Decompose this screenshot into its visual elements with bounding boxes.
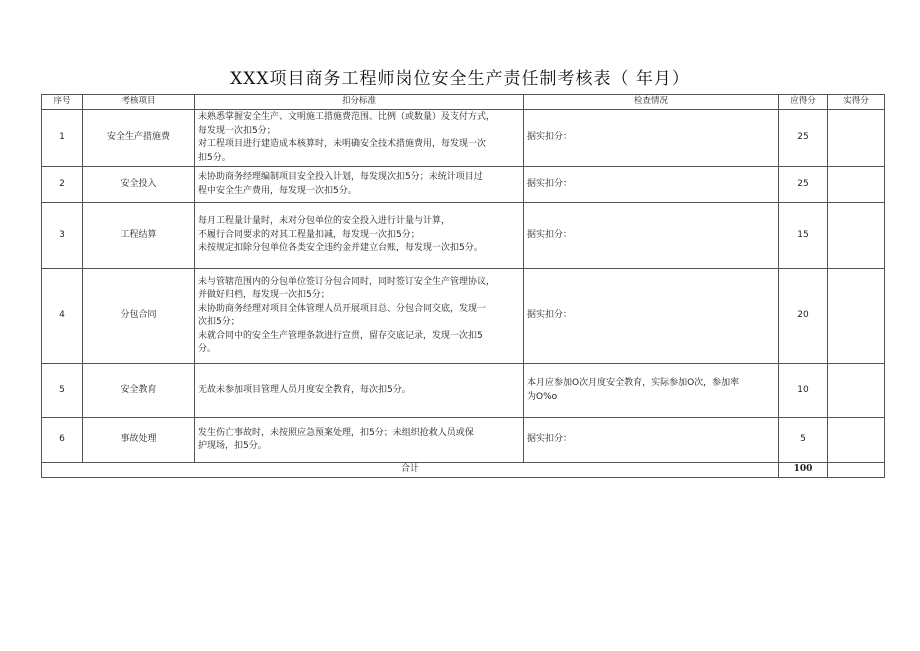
assessment-item: 安全教育 (83, 364, 195, 418)
deduction-standard (195, 203, 524, 269)
deduction-standard (195, 364, 524, 418)
full-score: 20 (779, 269, 828, 364)
actual-score-cell[interactable] (828, 269, 885, 364)
standard-line: 并做好归档，每发现一次扣5分； (198, 290, 330, 300)
standard-line: 未熟悉掌握安全生产、文明施工措施费范围、比例（或数量）及支付方式， (198, 112, 496, 122)
full-score: 5 (779, 418, 828, 463)
actual-score-cell[interactable] (828, 364, 885, 418)
standard-line: 程中安全生产费用，每发现一次扣5分。 (198, 185, 357, 196)
standard-line: 未协助商务经理对项目全体管理人员开展项目总、分包合同交底，发现一 (198, 303, 487, 314)
header-standard: 扣分标准 (195, 95, 524, 110)
header-no: 序号 (42, 95, 83, 110)
deduction-standard (195, 269, 524, 364)
check-line: 据实扣分： (527, 229, 573, 240)
header-check: 检查情况 (524, 95, 779, 110)
document-title: XXX项目商务工程师岗位安全生产责任制考核表（ 年月） (230, 69, 690, 89)
assessment-item: 事故处理 (83, 418, 195, 463)
row-number: 3 (42, 203, 83, 269)
check-line: 本月应参加O次月度安全教育，实际参加O次，参加率 (527, 378, 740, 388)
row-number: 6 (42, 418, 83, 463)
standard-line: 无故未参加项目管理人员月度安全教育，每次扣5分。 (198, 384, 411, 395)
row-number: 1 (42, 110, 83, 167)
table-row (42, 269, 885, 364)
table-row (42, 364, 885, 418)
row-number: 4 (42, 269, 83, 364)
table-row (42, 203, 885, 269)
row-number: 5 (42, 364, 83, 418)
check-status (524, 110, 779, 167)
full-score: 15 (779, 203, 828, 269)
standard-line: 发生伤亡事故时，未按照应急预案处理，扣5分；未组织抢救人员或保 (198, 427, 474, 438)
standard-line: 未与管辖范围内的分包单位签订分包合同时，同时签订安全生产管理协议， (198, 276, 496, 287)
standard-line: 次扣5分； (198, 317, 240, 327)
assessment-item: 安全生产措施费 (83, 110, 195, 167)
check-line: 据实扣分： (527, 434, 573, 445)
standard-line: 扣5分。 (198, 152, 231, 163)
table-row (42, 418, 885, 463)
header-full-score: 应得分 (779, 95, 828, 110)
table-row (42, 110, 885, 167)
standard-line: 未按规定扣除分包单位各类安全违约金并建立台账，每发现一次扣5分。 (198, 243, 483, 254)
deduction-standard (195, 418, 524, 463)
standard-line: 对工程项目进行建造成本核算时，未明确安全技术措施费用，每发现一次 (198, 139, 487, 149)
assessment-item: 工程结算 (83, 203, 195, 269)
standard-line: 未就合同中的安全生产管理条款进行宣贯，留存交底记录，发现一次扣5 (198, 330, 483, 341)
standard-line: 每月工程量计量时，未对分包单位的安全投入进行计量与计算， (198, 216, 451, 227)
standard-line: 不履行合同要求的对其工程量扣减，每发现一次扣5分； (198, 229, 420, 240)
header-item: 考核项目 (83, 95, 195, 110)
table-row (42, 167, 885, 203)
row-number: 2 (42, 167, 83, 203)
check-status (524, 269, 779, 364)
check-line: 据实扣分： (527, 310, 573, 321)
actual-score-cell[interactable] (828, 110, 885, 167)
assessment-item: 分包合同 (83, 269, 195, 364)
total-row (42, 463, 885, 478)
check-status (524, 418, 779, 463)
check-status (524, 167, 779, 203)
check-line: 据实扣分： (527, 132, 573, 143)
check-line: 据实扣分： (527, 178, 573, 189)
check-line: 为O%o (527, 391, 558, 402)
full-score: 25 (779, 110, 828, 167)
header-actual-score: 实得分 (828, 95, 885, 110)
assessment-table (41, 94, 885, 478)
standard-line: 护现场，扣5分。 (198, 441, 267, 451)
deduction-standard (195, 167, 524, 203)
total-label: 合计 (42, 463, 779, 478)
standard-line: 分。 (198, 344, 217, 354)
total-value: 100 (779, 463, 828, 478)
deduction-standard (195, 110, 524, 167)
full-score: 10 (779, 364, 828, 418)
actual-score-cell[interactable] (828, 203, 885, 269)
check-status (524, 203, 779, 269)
check-status (524, 364, 779, 418)
table-header-row (42, 95, 885, 110)
actual-score-cell[interactable] (828, 418, 885, 463)
actual-score-cell[interactable] (828, 167, 885, 203)
standard-line: 每发现一次扣5分； (198, 125, 276, 136)
total-actual-cell[interactable] (828, 463, 885, 478)
assessment-item: 安全投入 (83, 167, 195, 203)
standard-line: 未协助商务经理编制项目安全投入计划，每发现次扣5分；未统计项目过 (198, 172, 483, 182)
full-score: 25 (779, 167, 828, 203)
